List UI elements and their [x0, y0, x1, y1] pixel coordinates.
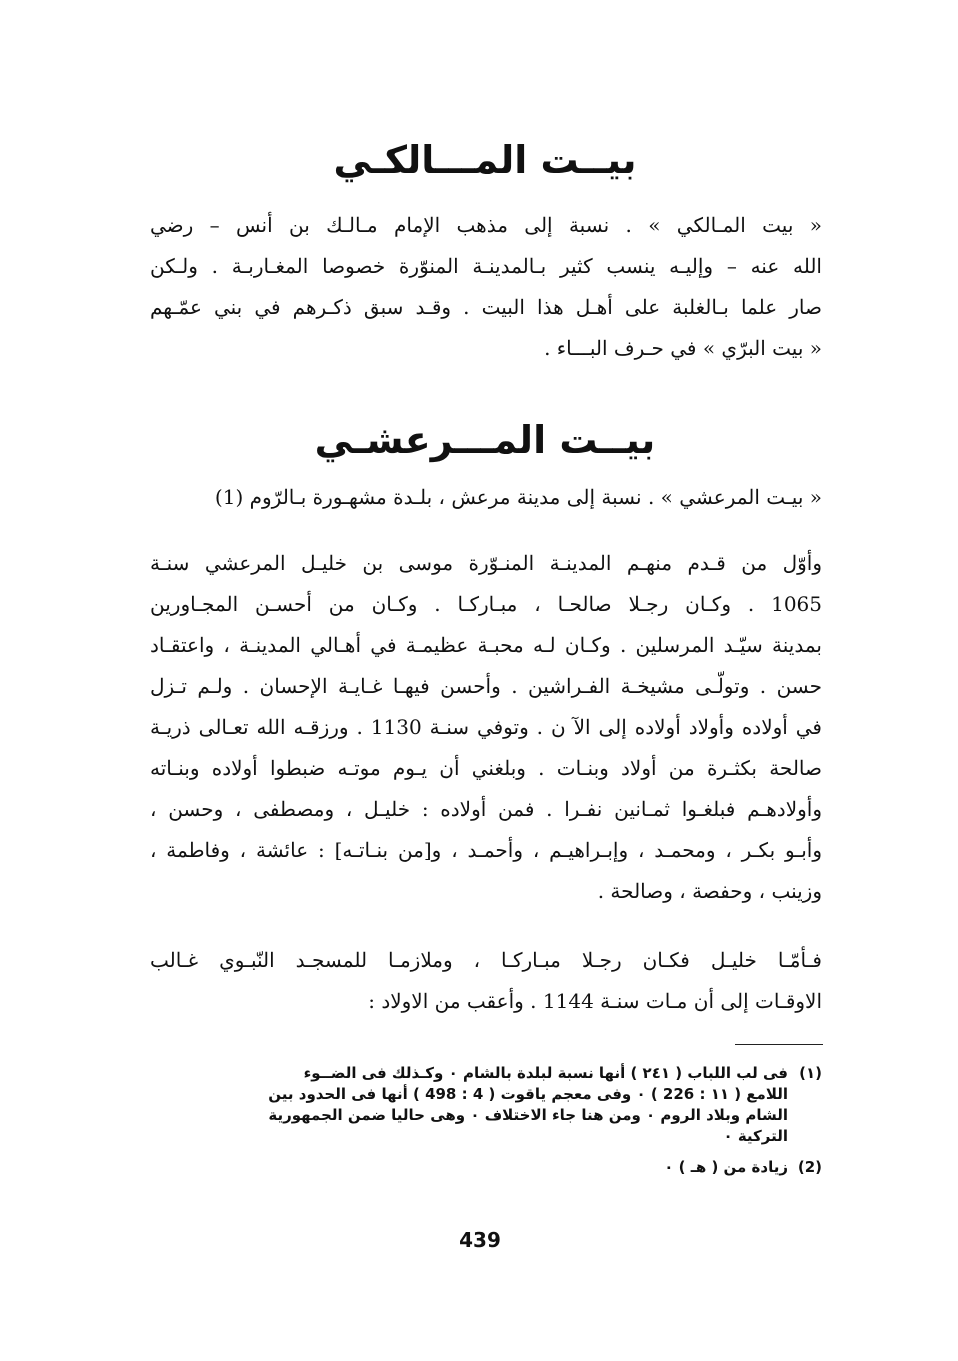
footnote-line: التركية ٠ — [723, 1127, 788, 1145]
text-line: فـأمّـا خليـل فكـان رجـلا مبـاركـا ، وملازمـا للمسجـد النّبـوي غـالب — [150, 948, 822, 972]
text-line: وأولادهـم فبلغـوا ثمـانين نفـرا . فمن أولاده : خليـل ، ومصطفى ، وحسن ، — [150, 797, 822, 821]
footnote-line: اللامع ( ١١ : 226 ) ٠ وفى معجم ياقوت ( 4 : 498 ) أنها فى الحدود بين — [268, 1085, 788, 1103]
footnote-1 — [150, 1063, 822, 1147]
text-line: حسن . وتولّـى مشيخـة الفـراشين . وأحسن فيهـا غـايـة الإحسان . ولـم تـزل — [150, 674, 822, 698]
paragraph-marashi-intro — [150, 477, 822, 518]
page-number: 439 — [459, 1228, 501, 1252]
footnote-marker: (2) — [797, 1158, 822, 1176]
footnote-line: زيادة من ( هـ ) ٠ — [664, 1158, 788, 1176]
paragraph-khalil — [150, 940, 822, 1022]
text-line: « بيت البرّي » في حـرف البـــاء . — [544, 336, 822, 360]
text-line: وأوّل من قـدم منهـم المدينـة المنـوّرة موسى بن خليـل المرعشي سنـة — [150, 551, 822, 575]
text-line: 1065 . وكـان رجـلا صالحـا ، مبـاركـا . وكـان من أحسـن المجـاورين — [150, 592, 822, 616]
footnote-text — [150, 1063, 788, 1147]
footnotes — [150, 1063, 822, 1188]
text-line: صار علما بـالغلبة على أهـل هذا البيت . وقـد سبق ذكـرهم في بني عمّـهم — [150, 295, 822, 319]
footnote-line: الشام وبلاد الروم ٠ ومن هنا جاء الاختلاف ٠ وهى حاليا ضمن الجمهورية — [268, 1106, 788, 1124]
section-heading-maliki: بيــت المـــالكـي — [333, 138, 637, 182]
footnote-line: فى لب اللباب ( ٢٤١ ) أنها نسبة لبلدة بالشام ٠ وكـذلك فى الضــوء — [303, 1064, 788, 1082]
paragraph-marashi-history — [150, 543, 822, 912]
section-heading-marashi: بيــت المـــرعشـي — [314, 418, 656, 462]
text-line: وأبـو بكـر ، ومحمـد ، وإبـراهيـم ، وأحمـد ، و[من بنـاتـه] : عائشة ، وفاطمة ، — [150, 838, 822, 862]
text-line: « بيت المـالكي » . نسبة إلى مذهب الإمام مـالـك بن أنس – رضي — [150, 213, 822, 237]
footnote-divider — [735, 1044, 823, 1045]
text-line: في أولاده وأولاد أولاده إلى الآ ن . وتوفي سنـة 1130 . ورزقـه الله تعـالى ذريـة — [150, 715, 822, 739]
text-line: صالحة بكثـرة من أولاد وبنـات . وبلغني أن يـوم موتـه ضبطوا أولاده وبنـاته — [150, 756, 822, 780]
text-line: الاوقـات إلى أن مـات سنـة 1144 . وأعقب من الاولاد : — [368, 989, 822, 1013]
text-line: وزينب ، وحفصة ، وصالحة . — [597, 879, 822, 903]
text-line: الله عنه – وإليـه ينسب كثير بـالمدينـة المنوّرة خصوصا المغـاربـة . ولـكن — [150, 254, 822, 278]
footnote-marker: (١) — [799, 1064, 822, 1082]
footnote-2 — [150, 1157, 822, 1178]
footnote-text — [150, 1157, 788, 1178]
paragraph-maliki — [150, 205, 822, 369]
text-line: « بيـت المرعشي » . نسبة إلى مدينة مرعش ، بلـدة مشهـورة بـالرّوم (1) — [214, 485, 822, 509]
text-line: بمدينة سيّـد المرسلين . وكـان لـه محبـة عظيمـة في أهـالي المدينـة ، واعتقـاد — [150, 633, 822, 657]
